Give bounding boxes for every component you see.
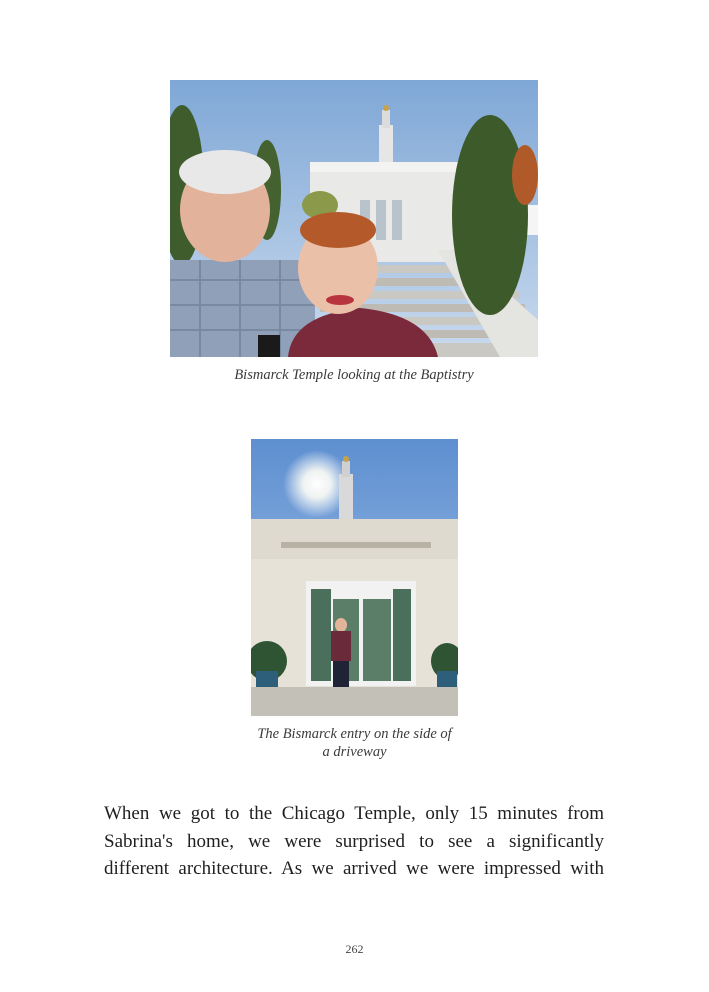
paragraph-line: Sabrina's home, we were surprised to see a significantly xyxy=(104,830,604,852)
paragraph-line: When we got to the Chicago Temple, only 15 minutes from xyxy=(104,803,604,824)
temple-selfie-photo xyxy=(170,80,538,357)
figure-caption-1: Bismarck Temple looking at the Baptistry xyxy=(234,367,474,383)
page-number: 262 xyxy=(345,942,364,956)
body-paragraph xyxy=(104,800,604,883)
figure-caption-2 xyxy=(246,725,463,761)
temple-entry-photo xyxy=(251,439,458,716)
paragraph-line: different architecture. As we arrived we were impressed with xyxy=(104,858,604,879)
caption-line: a driveway xyxy=(322,744,387,760)
caption-line: The Bismarck entry on the side of xyxy=(257,726,452,742)
